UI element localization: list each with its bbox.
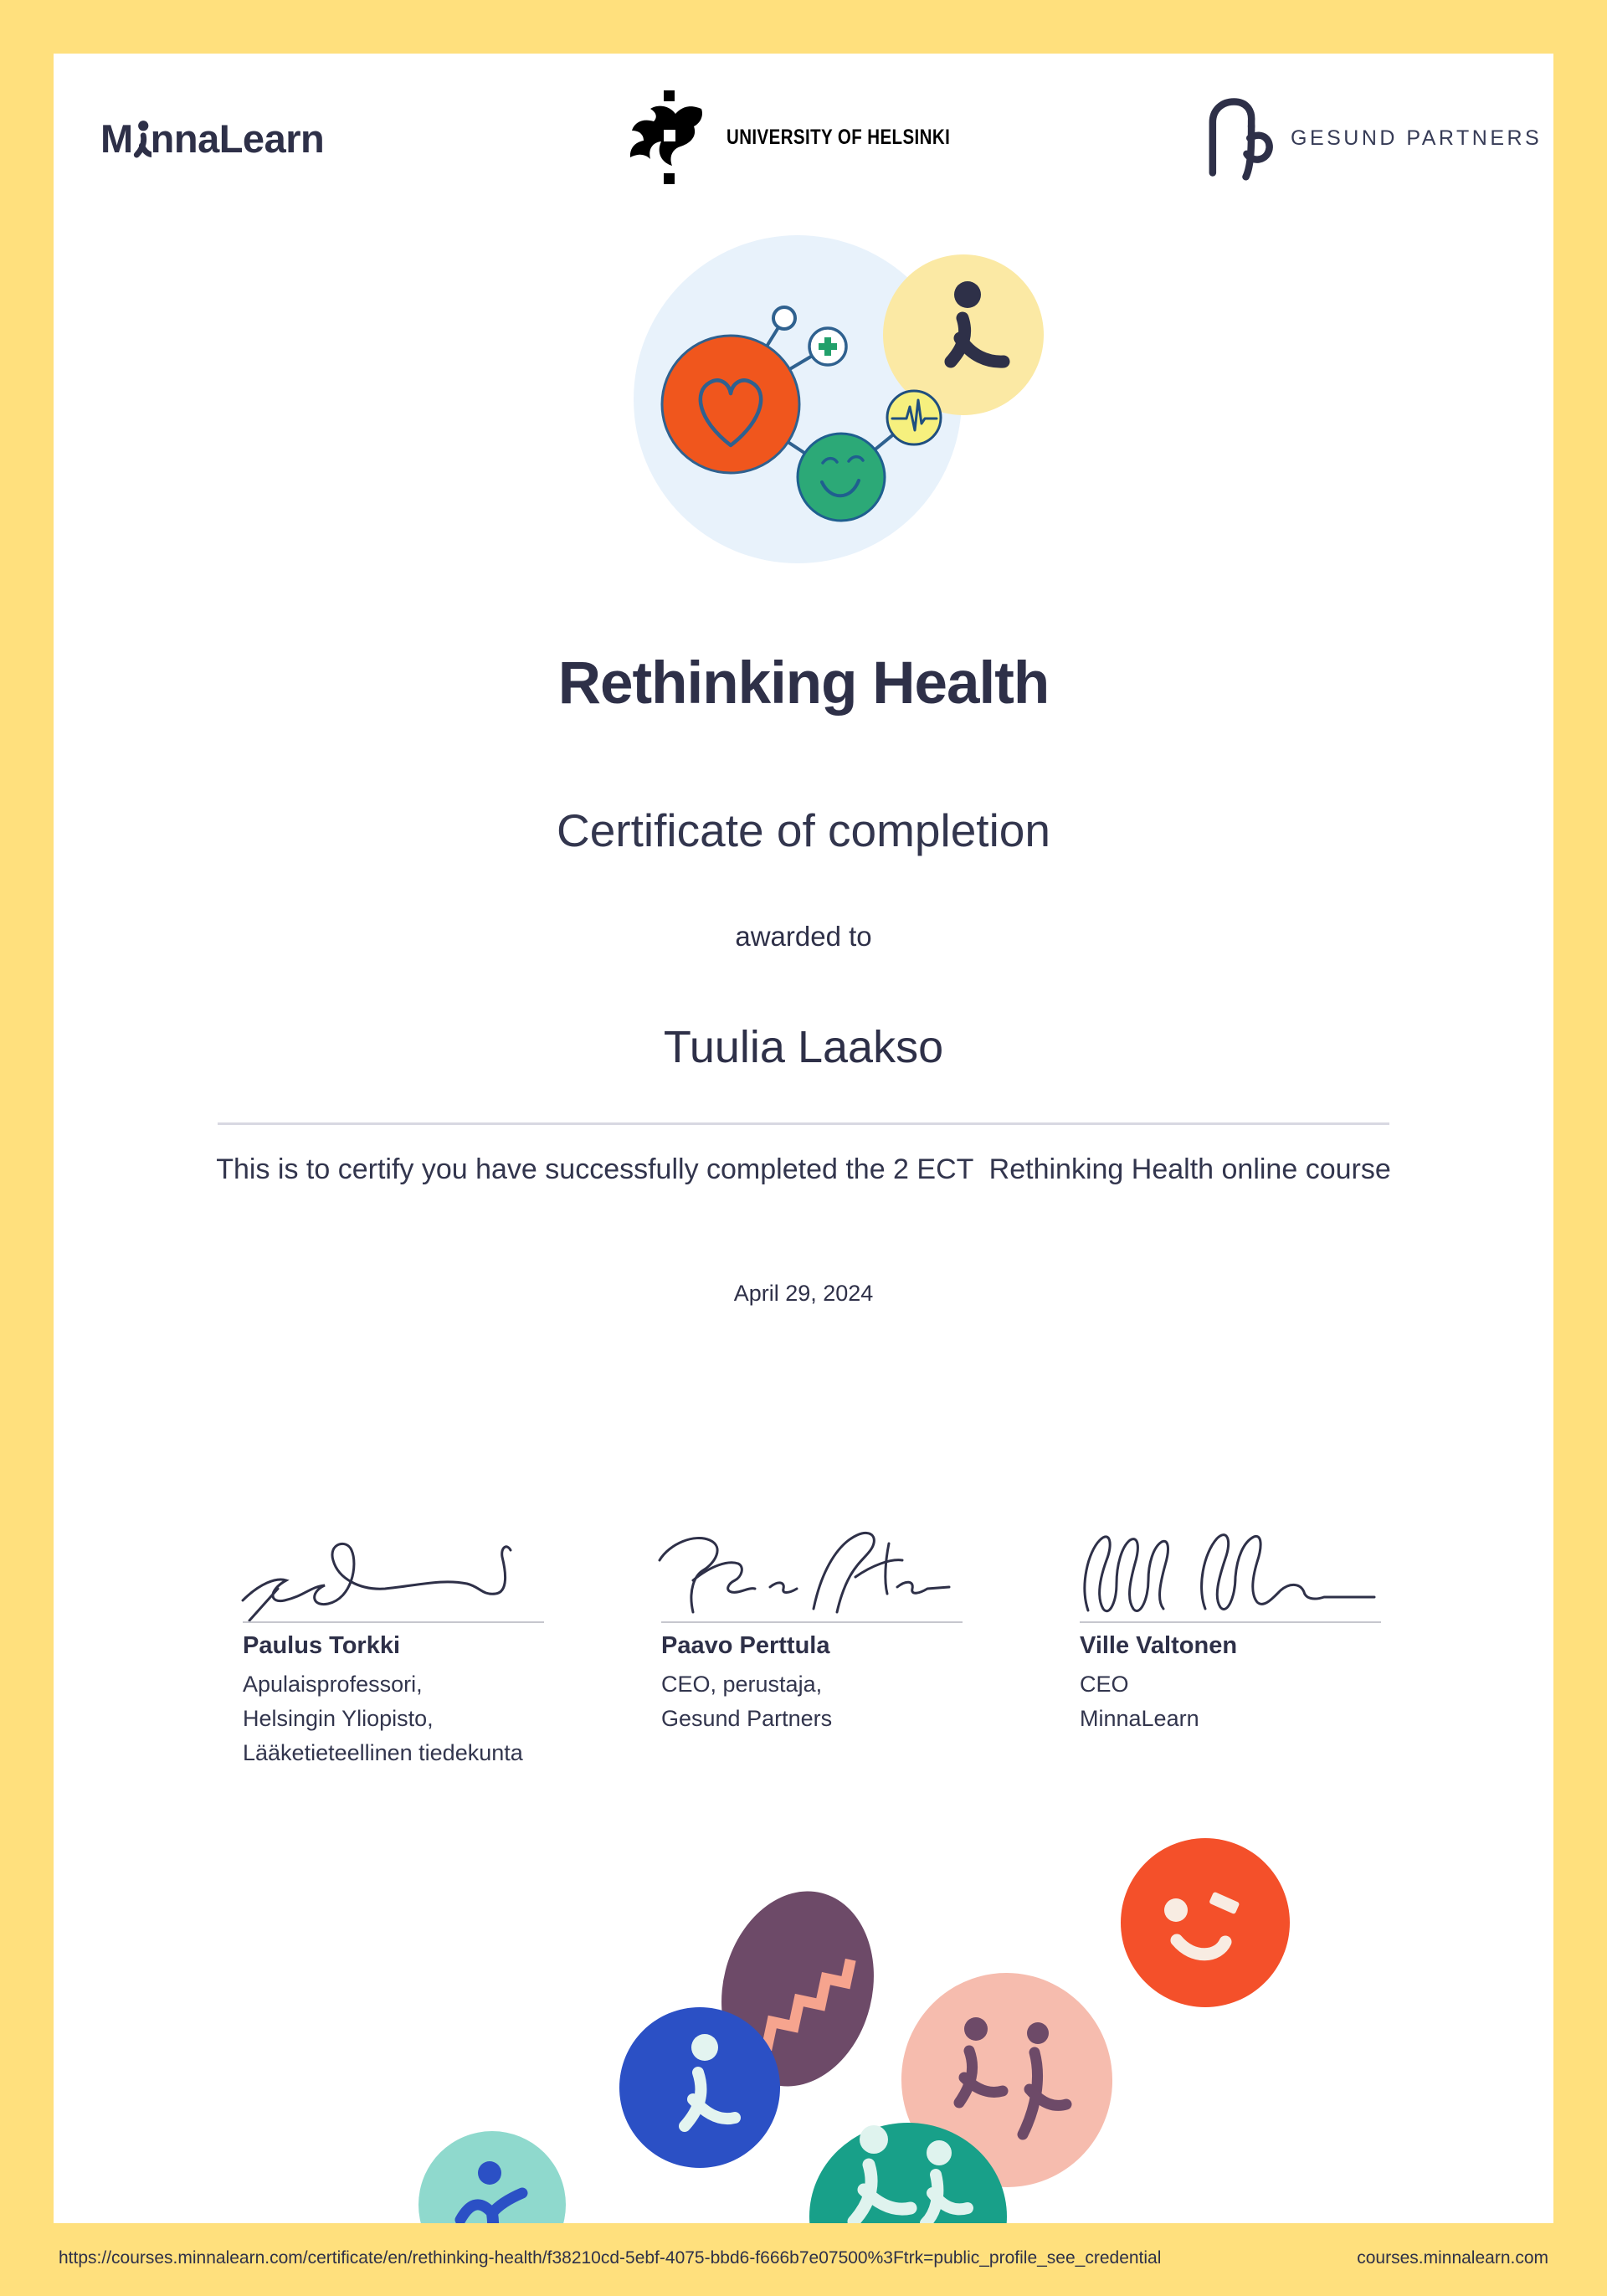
recipient-name: Tuulia Laakso bbox=[663, 1022, 944, 1072]
smiley-circle-icon bbox=[798, 434, 885, 521]
university-of-helsinki-label: UNIVERSITY OF HELSINKI bbox=[726, 125, 951, 149]
signatory-org: MinnaLearn bbox=[1080, 1706, 1199, 1731]
recipient-divider bbox=[218, 1122, 1389, 1125]
university-of-helsinki-flame-icon bbox=[628, 90, 711, 184]
site-domain: courses.minnalearn.com bbox=[1357, 2248, 1548, 2268]
signatory-org: Helsingin Yliopisto, bbox=[243, 1706, 434, 1731]
gesund-partners-label: GESUND PARTNERS bbox=[1291, 126, 1543, 150]
signature-line-2 bbox=[661, 1621, 963, 1623]
minnalearn-logo-text-m: M bbox=[100, 116, 133, 161]
certificate-subtitle: Certificate of completion bbox=[557, 804, 1050, 856]
course-title: Rethinking Health bbox=[557, 650, 1050, 717]
certificate-body-text: This is to certify you have successfully completed the 2 ECT Rethinking Health online course bbox=[216, 1153, 1391, 1185]
heart-circle-icon bbox=[662, 336, 799, 473]
gesund-partners-mark-icon bbox=[1204, 95, 1274, 181]
minnalearn-person-icon bbox=[133, 119, 151, 162]
signatory-title: Apulaisprofessori, bbox=[243, 1672, 423, 1697]
wink-smiley-icon bbox=[1121, 1838, 1290, 2007]
certificate-url: https://courses.minnalearn.com/certificate/en/rethinking-health/f38210cd-5ebf-4075-bbd6-f666b7e07500%3Ftrk=public_profile_see_credential bbox=[59, 2248, 1162, 2268]
signatory-name: Paavo Perttula bbox=[661, 1632, 830, 1659]
certificate-card bbox=[54, 54, 1553, 2223]
minnalearn-logo-text-rest: nnaLearn bbox=[150, 116, 325, 161]
health-network-illustration bbox=[619, 230, 1055, 586]
signatory-title: CEO bbox=[1080, 1672, 1129, 1697]
pulse-circle-icon bbox=[887, 391, 941, 444]
signature-line-1 bbox=[243, 1621, 544, 1623]
cheering-person-icon bbox=[418, 2131, 566, 2223]
signature-paavo-perttula bbox=[644, 1510, 979, 1627]
signatory-title: CEO, perustaja, bbox=[661, 1672, 823, 1697]
running-person-icon bbox=[619, 2007, 780, 2168]
decorative-blobs bbox=[377, 1825, 1348, 2223]
signatory-dept: Lääketieteellinen tiedekunta bbox=[243, 1740, 523, 1765]
university-of-helsinki-logo bbox=[628, 90, 999, 184]
signature-line-3 bbox=[1080, 1621, 1381, 1623]
gesund-partners-logo bbox=[1204, 95, 1542, 181]
signatory-name: Ville Valtonen bbox=[1080, 1632, 1238, 1659]
small-node-circle bbox=[773, 307, 795, 329]
minnalearn-logo bbox=[100, 114, 324, 164]
signature-ville-valtonen bbox=[1063, 1510, 1398, 1627]
medical-plus-icon bbox=[809, 328, 846, 365]
signatory-name: Paulus Torkki bbox=[243, 1632, 401, 1659]
signatory-org: Gesund Partners bbox=[661, 1706, 833, 1731]
signature-paulus-torkki bbox=[226, 1510, 561, 1627]
awarded-to-label: awarded to bbox=[735, 921, 872, 952]
certificate-date: April 29, 2024 bbox=[733, 1281, 874, 1306]
